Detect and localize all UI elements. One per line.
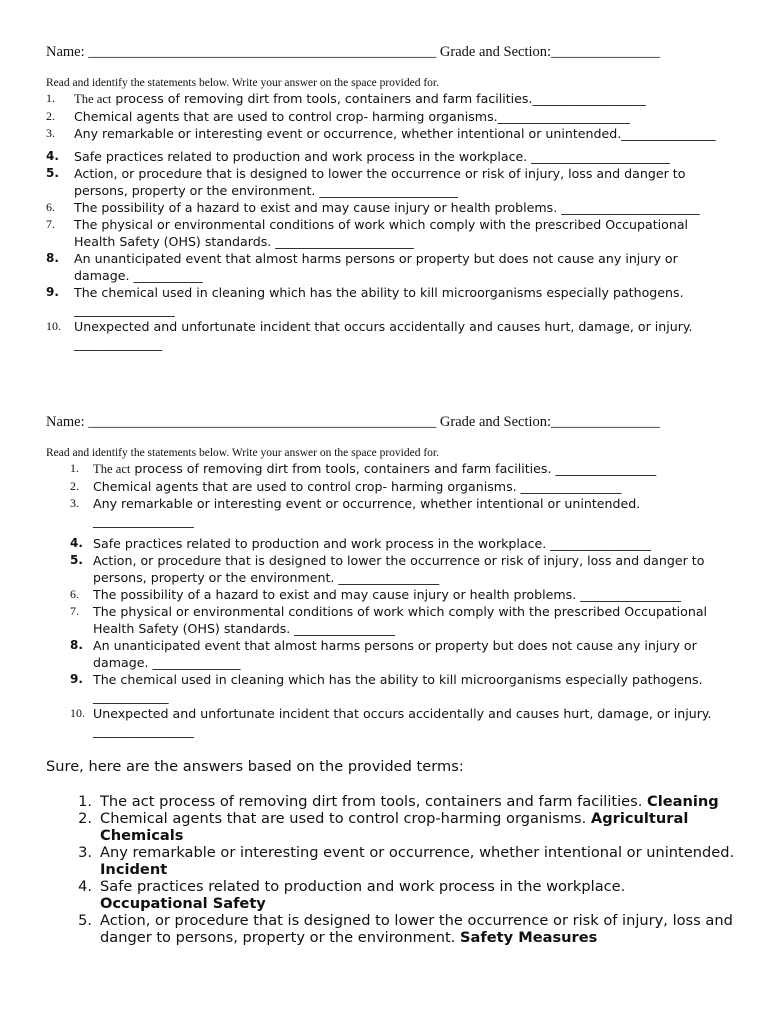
answer-term: Safety Measures xyxy=(460,929,598,946)
question-number: 7. xyxy=(70,604,79,618)
answer-statement: Any remarkable or interesting event or occurrence, whether intentional or unintended. xyxy=(100,844,735,861)
question-number: 6. xyxy=(70,587,79,601)
question-text xyxy=(93,535,726,552)
question-number: 10. xyxy=(46,319,61,333)
answer-term: Incident xyxy=(100,861,168,878)
answer-statement: Chemical agents that are used to control crop-harming organisms. xyxy=(100,810,591,827)
question-item xyxy=(46,478,726,495)
answer-item xyxy=(46,844,736,878)
question-text xyxy=(74,90,726,108)
question-number: 1. xyxy=(70,461,79,475)
answer-text xyxy=(100,878,736,912)
question-text xyxy=(74,165,726,199)
question-text xyxy=(93,460,726,478)
worksheet-1 xyxy=(46,42,726,352)
question-body: Safe practices related to production and work process in the workplace. ________________ xyxy=(93,536,652,551)
question-body: Any remarkable or interesting event or occurrence, whether intentional or unintended. ________________ xyxy=(93,496,641,528)
answer-item xyxy=(46,912,736,946)
question-number: 10. xyxy=(70,706,85,720)
question-text xyxy=(74,108,726,125)
answer-list xyxy=(46,793,736,946)
instructions: Read and identify the statements below. Write your answer on the space provided for. xyxy=(46,77,439,89)
question-prefix: The act xyxy=(93,462,131,476)
question-body: The chemical used in cleaning which has the ability to kill microorganisms especially pathogens. ________________ xyxy=(74,285,684,317)
question-prefix: The act xyxy=(74,92,112,106)
question-text xyxy=(74,284,726,318)
question-body: Safe practices related to production and work process in the workplace. ______________________ xyxy=(74,149,670,164)
answer-statement: Action, or procedure that is designed to lower the occurrence or risk of injury, loss and danger to persons, property or the environment. xyxy=(100,912,733,946)
question-body: process of removing dirt from tools, containers and farm facilities. ________________ xyxy=(130,461,657,476)
answer-statement: The act process of removing dirt from tools, containers and farm facilities. xyxy=(100,793,648,810)
question-list xyxy=(46,460,726,739)
question-number: 6. xyxy=(46,200,55,214)
question-item xyxy=(46,125,726,142)
answer-number: 4. xyxy=(78,878,92,895)
question-number: 9. xyxy=(70,672,83,686)
answer-text xyxy=(100,844,736,878)
answer-intro: Sure, here are the answers based on the provided terms: xyxy=(46,758,464,775)
question-item xyxy=(46,199,726,216)
question-number: 1. xyxy=(46,91,55,105)
name-grade-row: Name: ________________________________________________ Grade and Section:_______________ xyxy=(46,44,660,60)
question-body: The chemical used in cleaning which has the ability to kill microorganisms especially pathogens. ____________ xyxy=(93,672,703,704)
question-text xyxy=(74,199,726,216)
question-text xyxy=(93,586,726,603)
question-text xyxy=(93,637,726,671)
question-list xyxy=(46,90,726,352)
question-body: Any remarkable or interesting event or occurrence, whether intentional or unintended._______________ xyxy=(74,126,716,141)
question-number: 2. xyxy=(70,479,79,493)
question-item xyxy=(46,148,726,165)
question-body: An unanticipated event that almost harms persons or property but does not cause any injury or damage. ___________ xyxy=(74,251,678,283)
question-number: 3. xyxy=(70,496,79,510)
question-number: 5. xyxy=(70,553,83,567)
question-body: Chemical agents that are used to control crop- harming organisms. ________________ xyxy=(93,479,622,494)
question-body: Chemical agents that are used to control crop- harming organisms._____________________ xyxy=(74,109,630,124)
question-number: 3. xyxy=(46,126,55,140)
worksheet-2 xyxy=(46,412,726,739)
question-text xyxy=(93,495,726,529)
question-item xyxy=(46,535,726,552)
question-text xyxy=(74,125,726,142)
question-body: Unexpected and unfortunate incident that occurs accidentally and causes hurt, damage, or injury. ______________ xyxy=(74,319,693,351)
question-text xyxy=(74,250,726,284)
answer-term: Agricultural Chemicals xyxy=(100,810,689,844)
answer-item xyxy=(46,793,736,810)
question-number: 8. xyxy=(46,251,59,265)
question-item xyxy=(46,705,726,739)
question-text xyxy=(93,705,726,739)
question-item xyxy=(46,250,726,284)
question-number: 2. xyxy=(46,109,55,123)
question-text xyxy=(93,478,726,495)
instructions: Read and identify the statements below. Write your answer on the space provided for. xyxy=(46,447,439,459)
question-number: 7. xyxy=(46,217,55,231)
question-item xyxy=(46,671,726,705)
answer-term: Occupational Safety xyxy=(100,895,266,912)
question-number: 8. xyxy=(70,638,83,652)
question-item xyxy=(46,165,726,199)
answer-number: 3. xyxy=(78,844,92,861)
question-number: 5. xyxy=(46,166,59,180)
answer-item xyxy=(46,810,736,844)
question-item xyxy=(46,460,726,478)
question-body: Action, or procedure that is designed to lower the occurrence or risk of injury, loss and danger to persons, property or the environment. ______________________ xyxy=(74,166,686,198)
question-item xyxy=(46,603,726,637)
answer-number: 5. xyxy=(78,912,92,929)
name-grade-row: Name: ________________________________________________ Grade and Section:_______________ xyxy=(46,414,660,430)
question-item xyxy=(46,637,726,671)
question-item xyxy=(46,108,726,125)
question-item xyxy=(46,586,726,603)
question-text xyxy=(93,671,726,705)
question-text xyxy=(93,603,726,637)
answer-key xyxy=(46,758,736,946)
question-item xyxy=(46,216,726,250)
question-text xyxy=(74,148,726,165)
question-item xyxy=(46,495,726,529)
question-item xyxy=(46,284,726,318)
question-body: The possibility of a hazard to exist and may cause injury or health problems. ________________ xyxy=(93,587,681,602)
answer-number: 2. xyxy=(78,810,92,827)
answer-term: Cleaning xyxy=(647,793,719,810)
question-number: 9. xyxy=(46,285,59,299)
question-number: 4. xyxy=(46,149,59,163)
question-text xyxy=(93,552,726,586)
answer-item xyxy=(46,878,736,912)
question-text xyxy=(74,216,726,250)
question-number: 4. xyxy=(70,536,83,550)
question-text xyxy=(74,318,726,352)
question-body: process of removing dirt from tools, containers and farm facilities.__________________ xyxy=(111,91,646,106)
question-body: An unanticipated event that almost harms persons or property but does not cause any injury or damage. ______________ xyxy=(93,638,697,670)
question-body: Action, or procedure that is designed to lower the occurrence or risk of injury, loss and danger to persons, property or the environment. ________________ xyxy=(93,553,705,585)
question-item xyxy=(46,318,726,352)
question-body: The possibility of a hazard to exist and may cause injury or health problems. ______________________ xyxy=(74,200,700,215)
question-item xyxy=(46,90,726,108)
question-item xyxy=(46,552,726,586)
answer-text xyxy=(100,793,736,810)
answer-number: 1. xyxy=(78,793,92,810)
question-body: The physical or environmental conditions of work which comply with the prescribed Occupational Health Safety (OHS) standards. ________________ xyxy=(93,604,708,636)
answer-text xyxy=(100,912,736,946)
question-body: The physical or environmental conditions of work which comply with the prescribed Occupational Health Safety (OHS) standards. ______________________ xyxy=(74,217,689,249)
answer-text xyxy=(100,810,736,844)
question-body: Unexpected and unfortunate incident that occurs accidentally and causes hurt, damage, or injury. ________________ xyxy=(93,706,712,738)
answer-statement: Safe practices related to production and work process in the workplace. xyxy=(100,878,626,895)
